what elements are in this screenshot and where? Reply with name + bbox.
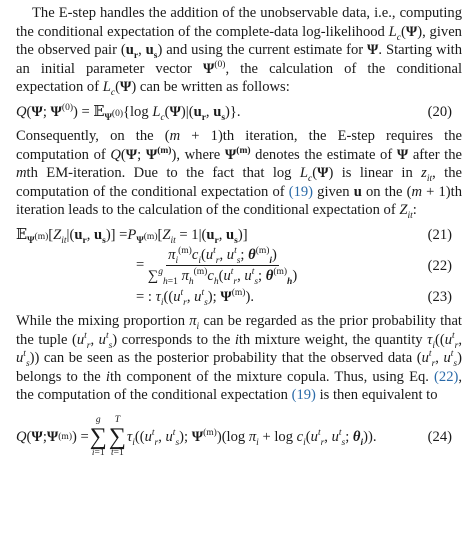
ref-eq-19[interactable]: (19) [288, 183, 314, 200]
equation-22 [16, 244, 462, 288]
equation-21 [16, 226, 462, 244]
equation-23-body: = : $\tau_i((u^t_r$, $u^t_s$); $\Psi^{(m)}$). [136, 288, 254, 308]
sum-over-i: g ∑ i=1 [89, 414, 107, 458]
equation-20 [16, 103, 462, 121]
paragraph-estep-iteration: Consequently, on the (m + 1)th iteration, the E-step requires the computation of Q(Ψ; $\Psi^{(m)}$), where $\Psi^{(m)}$ denotes the estimate of Ψ after the mth EM-iteration. Due to the fact that $\log L_c(\Psi)$ is linear in $z_{it}$, the computation of the conditional expectation of (19) given u on the (m + 1)th iteration leads to the calculation of the conditional expectation of $Z_{it}$: [16, 127, 463, 222]
sum-over-t: T ∑ t=1 [108, 414, 126, 458]
paragraph-mixing-proportion: While the mixing proportion $\pi_i$ can be regarded as the prior probability that the tuple ($u^t_r$, $u^t_s$) corresponds to the ith mixture weight, the quantity $\tau_i((u^t_r$, $u^t_s$)) can be seen as the posterior probability that the observed data ($u^t_r$, $u^t_s$) belongs to the ith component of the mixture copula. Thus, using Eq. (22), the computation of the conditional expectation (19) is then equivalent to [16, 312, 463, 404]
equation-21-body: $𝔼_{\Psi^{(m)}}[Z_{it}|(u_r$, $u_s)] =P_{\Psi^{(m)}}[Z_{it} = 1|(u_r$, $u_s$)] [16, 226, 248, 246]
equation-20-number: (20) [427, 103, 452, 120]
ref-eq-22[interactable]: (22) [434, 368, 459, 385]
equation-24-body: Q ( Ψ ; Ψ (m) ) = g ∑ i=1 T ∑ t=1 $\tau_i((u^t_r$, $u^t_s$); $\Psi^{(m)})(\log$ $\pi_i + \log c_i(u^t_r$, $u^t_s$; $\theta_i$)). [16, 414, 377, 458]
paragraph-estep-intro: The E-step handles the addition of the unobservable data, i.e., computing the conditional expectation of the complete-data log-likelihood $L_c(\Psi)$, given the observed pair ($u_r$, $u_s$) and using the current estimate for Ψ. Starting with an initial parameter vector $\Psi^{(0)}$, the calculation of the conditional expectation of $L_c(\Psi)$ can be written as follows: [16, 5, 463, 99]
paper-page [0, 4, 474, 550]
equation-24 [16, 411, 462, 463]
equation-20-body: Q(Ψ; $\Psi^{(0)}$) = 𝔼$_{\Psi^{(0)}}${log $L_c(\Psi)|(u_r$, $u_s$)}. [16, 103, 241, 123]
equation-22-number: (22) [427, 257, 452, 274]
equation-21-number: (21) [427, 226, 452, 243]
equation-23 [16, 288, 462, 306]
equation-23-number: (23) [427, 288, 452, 305]
ref-eq-19-second[interactable]: (19) [291, 387, 316, 404]
equation-24-number: (24) [427, 428, 452, 445]
equation-22-body: = $\frac{\pi_i^{(m)}c_i(u^t_r, u^t_s; \theta^{(m)}_i)}{\sum^g_{h=1} \pi_h^{(m)}c_h(u^t_r, u^t_s; \theta^{(m)}_h)}$ [136, 246, 298, 288]
equation-22-fraction: $\frac{\pi_i^{(m)}c_i(u^t_r, u^t_s; \theta^{(m)}_i)}{\sum^g_{h=1} \pi_h^{(m)}c_h(u^t_r, u^t_s; \theta^{(m)}_h)}$ [147, 246, 298, 288]
